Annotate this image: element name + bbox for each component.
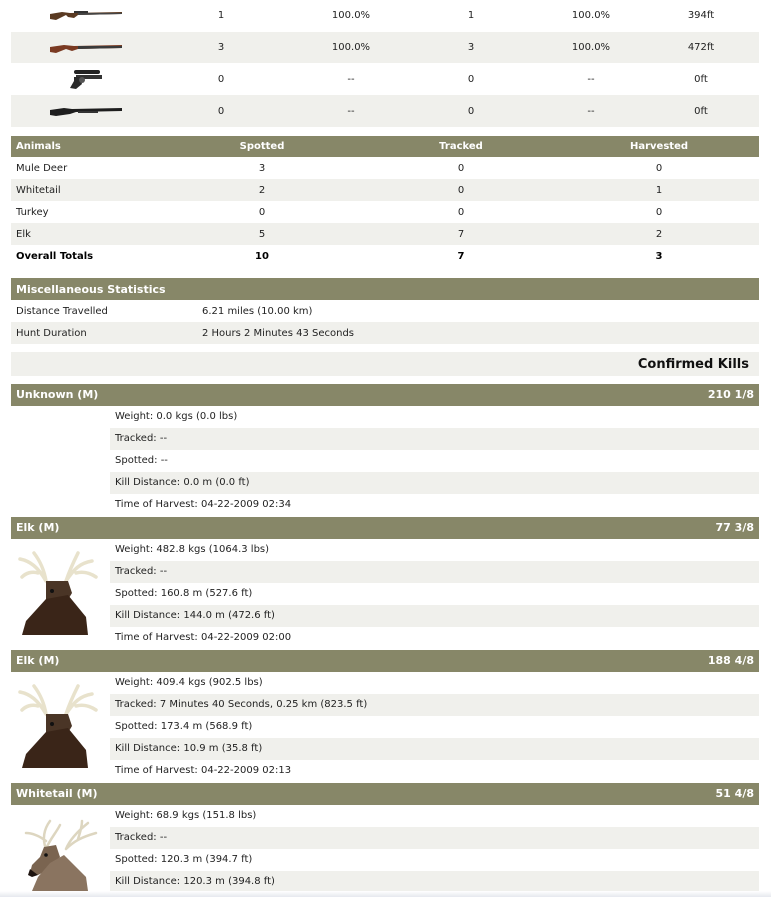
- animal-row: [11, 157, 759, 179]
- kill-tracked: Tracked: --: [110, 561, 759, 583]
- animal-spotted: 0: [258, 206, 266, 218]
- animal-harvested: 0: [655, 162, 663, 174]
- animal-harvested: 1: [655, 184, 663, 196]
- shotgun-icon: [11, 95, 161, 127]
- weapon-spotted: 0: [217, 73, 225, 85]
- totals-label: Overall Totals: [16, 250, 94, 262]
- animal-row: [11, 179, 759, 201]
- kill-header: [11, 650, 759, 672]
- weapon-distance: 0ft: [694, 73, 708, 85]
- totals-tracked: 7: [457, 250, 465, 262]
- col-spotted: Spotted: [239, 141, 285, 152]
- kill-time: Time of Harvest: 04-22-2009 02:13: [115, 765, 292, 776]
- kill-time: Time of Harvest: 04-22-2009 02:00: [115, 632, 292, 643]
- animal-name: Elk: [16, 228, 31, 240]
- col-tracked: Tracked: [439, 141, 483, 152]
- kill-score: 77 3/8: [715, 521, 754, 534]
- kill-spotted: Spotted: 173.4 m (568.9 ft): [115, 721, 253, 732]
- rifle-icon: [11, 0, 161, 30]
- kill-weight: Weight: 482.8 kgs (1064.3 lbs): [115, 544, 270, 555]
- totals-harvested: 3: [655, 250, 663, 262]
- animal-tracked: 7: [457, 228, 465, 240]
- misc-statistics: [11, 278, 759, 344]
- weapon-hits: 0: [467, 73, 475, 85]
- kill-entry: [11, 384, 759, 516]
- bottom-edge: [0, 891, 771, 897]
- animal-harvested: 0: [655, 206, 663, 218]
- animal-spotted: 5: [258, 228, 266, 240]
- misc-value: 2 Hours 2 Minutes 43 Seconds: [202, 327, 355, 339]
- weapon-spotted-pct: 100.0%: [331, 9, 371, 21]
- confirmed-kills-bar: [11, 352, 759, 376]
- weapon-distance: 0ft: [694, 105, 708, 117]
- animal-harvested: 2: [655, 228, 663, 240]
- weapon-hit-pct: 100.0%: [571, 42, 611, 53]
- kill-name: Elk (M): [16, 521, 60, 534]
- weapon-row: [11, 0, 759, 30]
- animal-name: Whitetail: [16, 184, 61, 196]
- weapon-hit-pct: 100.0%: [571, 9, 611, 21]
- misc-label: Distance Travelled: [16, 305, 108, 317]
- weapon-spotted: 0: [217, 105, 225, 117]
- weapon-hit-pct: --: [587, 73, 595, 85]
- animals-table: [11, 136, 759, 267]
- kill-score: 51 4/8: [715, 787, 754, 800]
- misc-value: 6.21 miles (10.00 km): [202, 305, 313, 317]
- kill-distance: Kill Distance: 120.3 m (394.8 ft): [110, 871, 759, 893]
- col-animals: Animals: [16, 141, 61, 152]
- kill-entry: [11, 783, 759, 897]
- animal-row: [11, 223, 759, 245]
- misc-label: Hunt Duration: [16, 327, 87, 339]
- weapon-distance: 394ft: [687, 9, 715, 21]
- kill-name: Whitetail (M): [16, 787, 98, 800]
- revolver-scope-icon: [11, 63, 161, 95]
- kill-distance: Kill Distance: 10.9 m (35.8 ft): [110, 738, 759, 760]
- misc-header: [11, 278, 759, 300]
- animal-name: Turkey: [16, 206, 49, 218]
- kill-distance: Kill Distance: 144.0 m (472.6 ft): [110, 605, 759, 627]
- kill-header: [11, 517, 759, 539]
- animal-tracked: 0: [457, 184, 465, 196]
- misc-title: Miscellaneous Statistics: [16, 282, 166, 296]
- animal-spotted: 3: [258, 162, 266, 174]
- misc-row: [11, 300, 759, 322]
- kill-header: [11, 783, 759, 805]
- kill-tracked: Tracked: --: [110, 827, 759, 849]
- animal-spotted: 2: [258, 184, 266, 196]
- kill-weight: Weight: 409.4 kgs (902.5 lbs): [115, 677, 263, 688]
- kill-weight: Weight: 0.0 kgs (0.0 lbs): [115, 411, 238, 422]
- animals-totals-row: [11, 245, 759, 267]
- kill-time: Time of Harvest: 04-22-2009 02:34: [115, 499, 292, 510]
- rifle-icon: [11, 32, 161, 63]
- kill-name: Unknown (M): [16, 388, 99, 401]
- totals-spotted: 10: [255, 250, 269, 262]
- col-harvested: Harvested: [629, 141, 689, 152]
- confirmed-kills-title: Confirmed Kills: [637, 356, 749, 372]
- kill-score: 188 4/8: [707, 654, 754, 667]
- weapon-hits: 3: [467, 42, 475, 53]
- weapon-hit-pct: --: [587, 105, 595, 117]
- kill-score: 210 1/8: [707, 388, 754, 401]
- weapon-spotted: 3: [217, 42, 225, 53]
- kill-distance: Kill Distance: 0.0 m (0.0 ft): [110, 472, 759, 494]
- weapon-row: [11, 63, 759, 95]
- kill-tracked: Tracked: --: [110, 428, 759, 450]
- elk-head-image: [16, 684, 104, 768]
- weapon-spotted-pct: 100.0%: [331, 42, 371, 53]
- weapon-row: [11, 95, 759, 127]
- kill-header: [11, 384, 759, 406]
- animal-row: [11, 201, 759, 223]
- weapon-hits: 1: [467, 9, 475, 21]
- kill-name: Elk (M): [16, 654, 60, 667]
- animal-tracked: 0: [457, 162, 465, 174]
- kill-spotted: Spotted: 160.8 m (527.6 ft): [115, 588, 253, 599]
- kill-weight: Weight: 68.9 kgs (151.8 lbs): [115, 810, 257, 821]
- elk-head-image: [16, 551, 104, 635]
- kill-spotted: Spotted: --: [115, 455, 168, 466]
- animals-header: [11, 136, 759, 157]
- kill-entry: [11, 650, 759, 782]
- kill-spotted: Spotted: 120.3 m (394.7 ft): [115, 854, 253, 865]
- whitetail-head-image: [16, 819, 104, 891]
- weapon-hits: 0: [467, 105, 475, 117]
- kill-entry: [11, 517, 759, 649]
- weapon-spotted: 1: [217, 9, 225, 21]
- animal-name: Mule Deer: [16, 162, 68, 174]
- misc-row: [11, 322, 759, 344]
- animal-tracked: 0: [457, 206, 465, 218]
- weapon-spotted-pct: --: [347, 105, 355, 117]
- weapon-spotted-pct: --: [347, 73, 355, 85]
- weapon-distance: 472ft: [687, 42, 715, 53]
- weapon-row: [11, 32, 759, 63]
- kill-tracked: Tracked: 7 Minutes 40 Seconds, 0.25 km (823.5 ft): [110, 694, 759, 716]
